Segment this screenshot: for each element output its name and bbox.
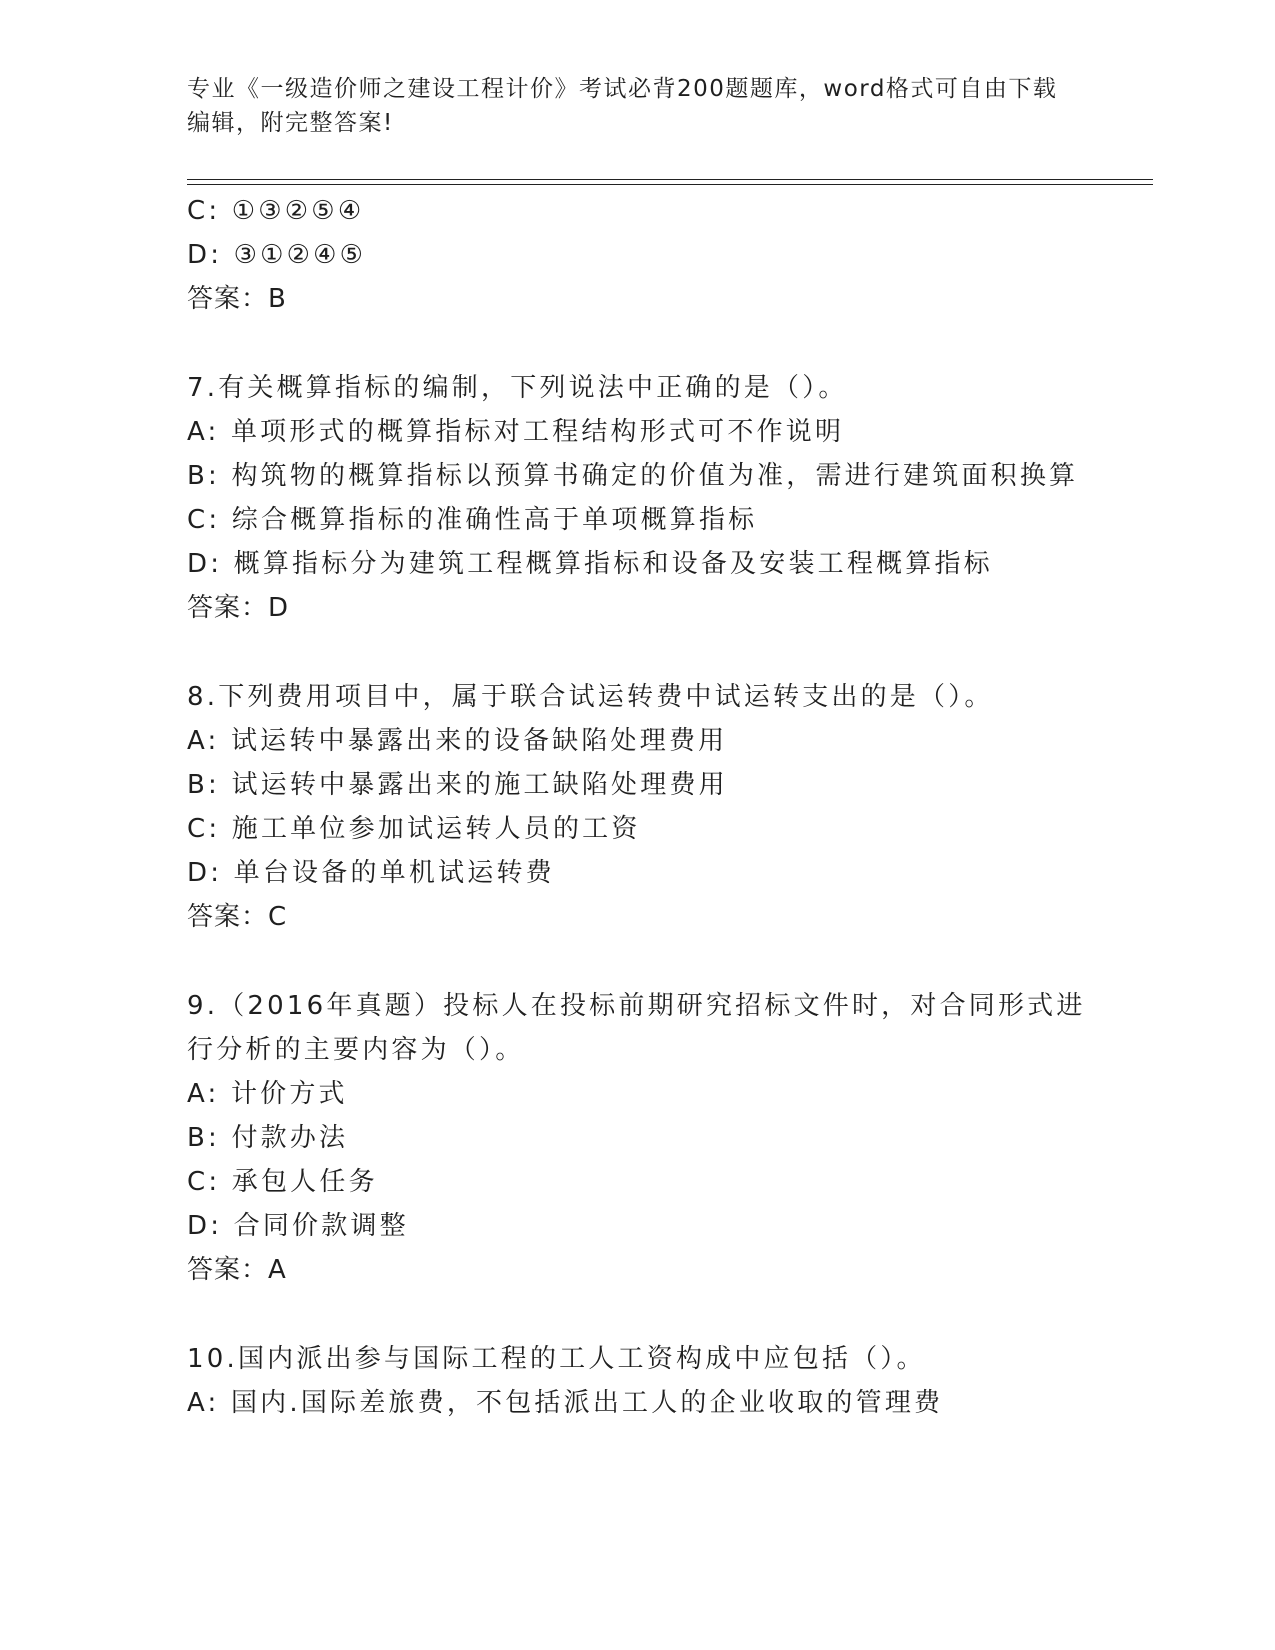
q7-option-d: D: 概算指标分为建筑工程概算指标和设备及安装工程概算指标 (187, 549, 993, 579)
q10-question: 10.国内派出参与国际工程的工人工资构成中应包括（）。 (187, 1344, 926, 1374)
q9-option-a: A: 计价方式 (187, 1079, 348, 1109)
q9-answer: 答案：A (187, 1255, 287, 1285)
q8-option-c: C: 施工单位参加试运转人员的工资 (187, 814, 641, 844)
header-divider-top (187, 179, 1153, 180)
header-title-line-1: 专业《一级造价师之建设工程计价》考试必背200题题库，word格式可自由下载 (187, 76, 1058, 102)
header-title-line-2: 编辑，附完整答案! (187, 110, 394, 136)
q9-question-line-1: 9.（2016年真题）投标人在投标前期研究招标文件时，对合同形式进 (187, 991, 1086, 1021)
q6-option-c: C: ①③②⑤④ (187, 196, 365, 226)
q6-option-d: D: ③①②④⑤ (187, 240, 367, 270)
q7-answer: 答案：D (187, 593, 290, 623)
q7-option-b: B: 构筑物的概算指标以预算书确定的价值为准，需进行建筑面积换算 (187, 461, 1079, 491)
q8-question: 8.下列费用项目中，属于联合试运转费中试运转支出的是（）。 (187, 682, 994, 712)
q7-option-c: C: 综合概算指标的准确性高于单项概算指标 (187, 505, 758, 535)
q6-answer: 答案：B (187, 284, 287, 314)
document-header (187, 72, 1067, 140)
q7-option-a: A: 单项形式的概算指标对工程结构形式可不作说明 (187, 417, 845, 447)
q9-option-b: B: 付款办法 (187, 1123, 349, 1153)
q8-option-a: A: 试运转中暴露出来的设备缺陷处理费用 (187, 726, 728, 756)
q10-option-a: A: 国内.国际差旅费，不包括派出工人的企业收取的管理费 (187, 1388, 944, 1418)
q8-answer: 答案：C (187, 902, 288, 932)
q9-option-d: D: 合同价款调整 (187, 1211, 409, 1241)
q8-option-d: D: 单台设备的单机试运转费 (187, 858, 555, 888)
q9-option-c: C: 承包人任务 (187, 1167, 378, 1197)
header-divider-bottom (187, 184, 1153, 185)
q9-question-line-2: 行分析的主要内容为（）。 (187, 1035, 525, 1065)
q7-question: 7.有关概算指标的编制，下列说法中正确的是（）。 (187, 373, 848, 403)
q8-option-b: B: 试运转中暴露出来的施工缺陷处理费用 (187, 770, 728, 800)
